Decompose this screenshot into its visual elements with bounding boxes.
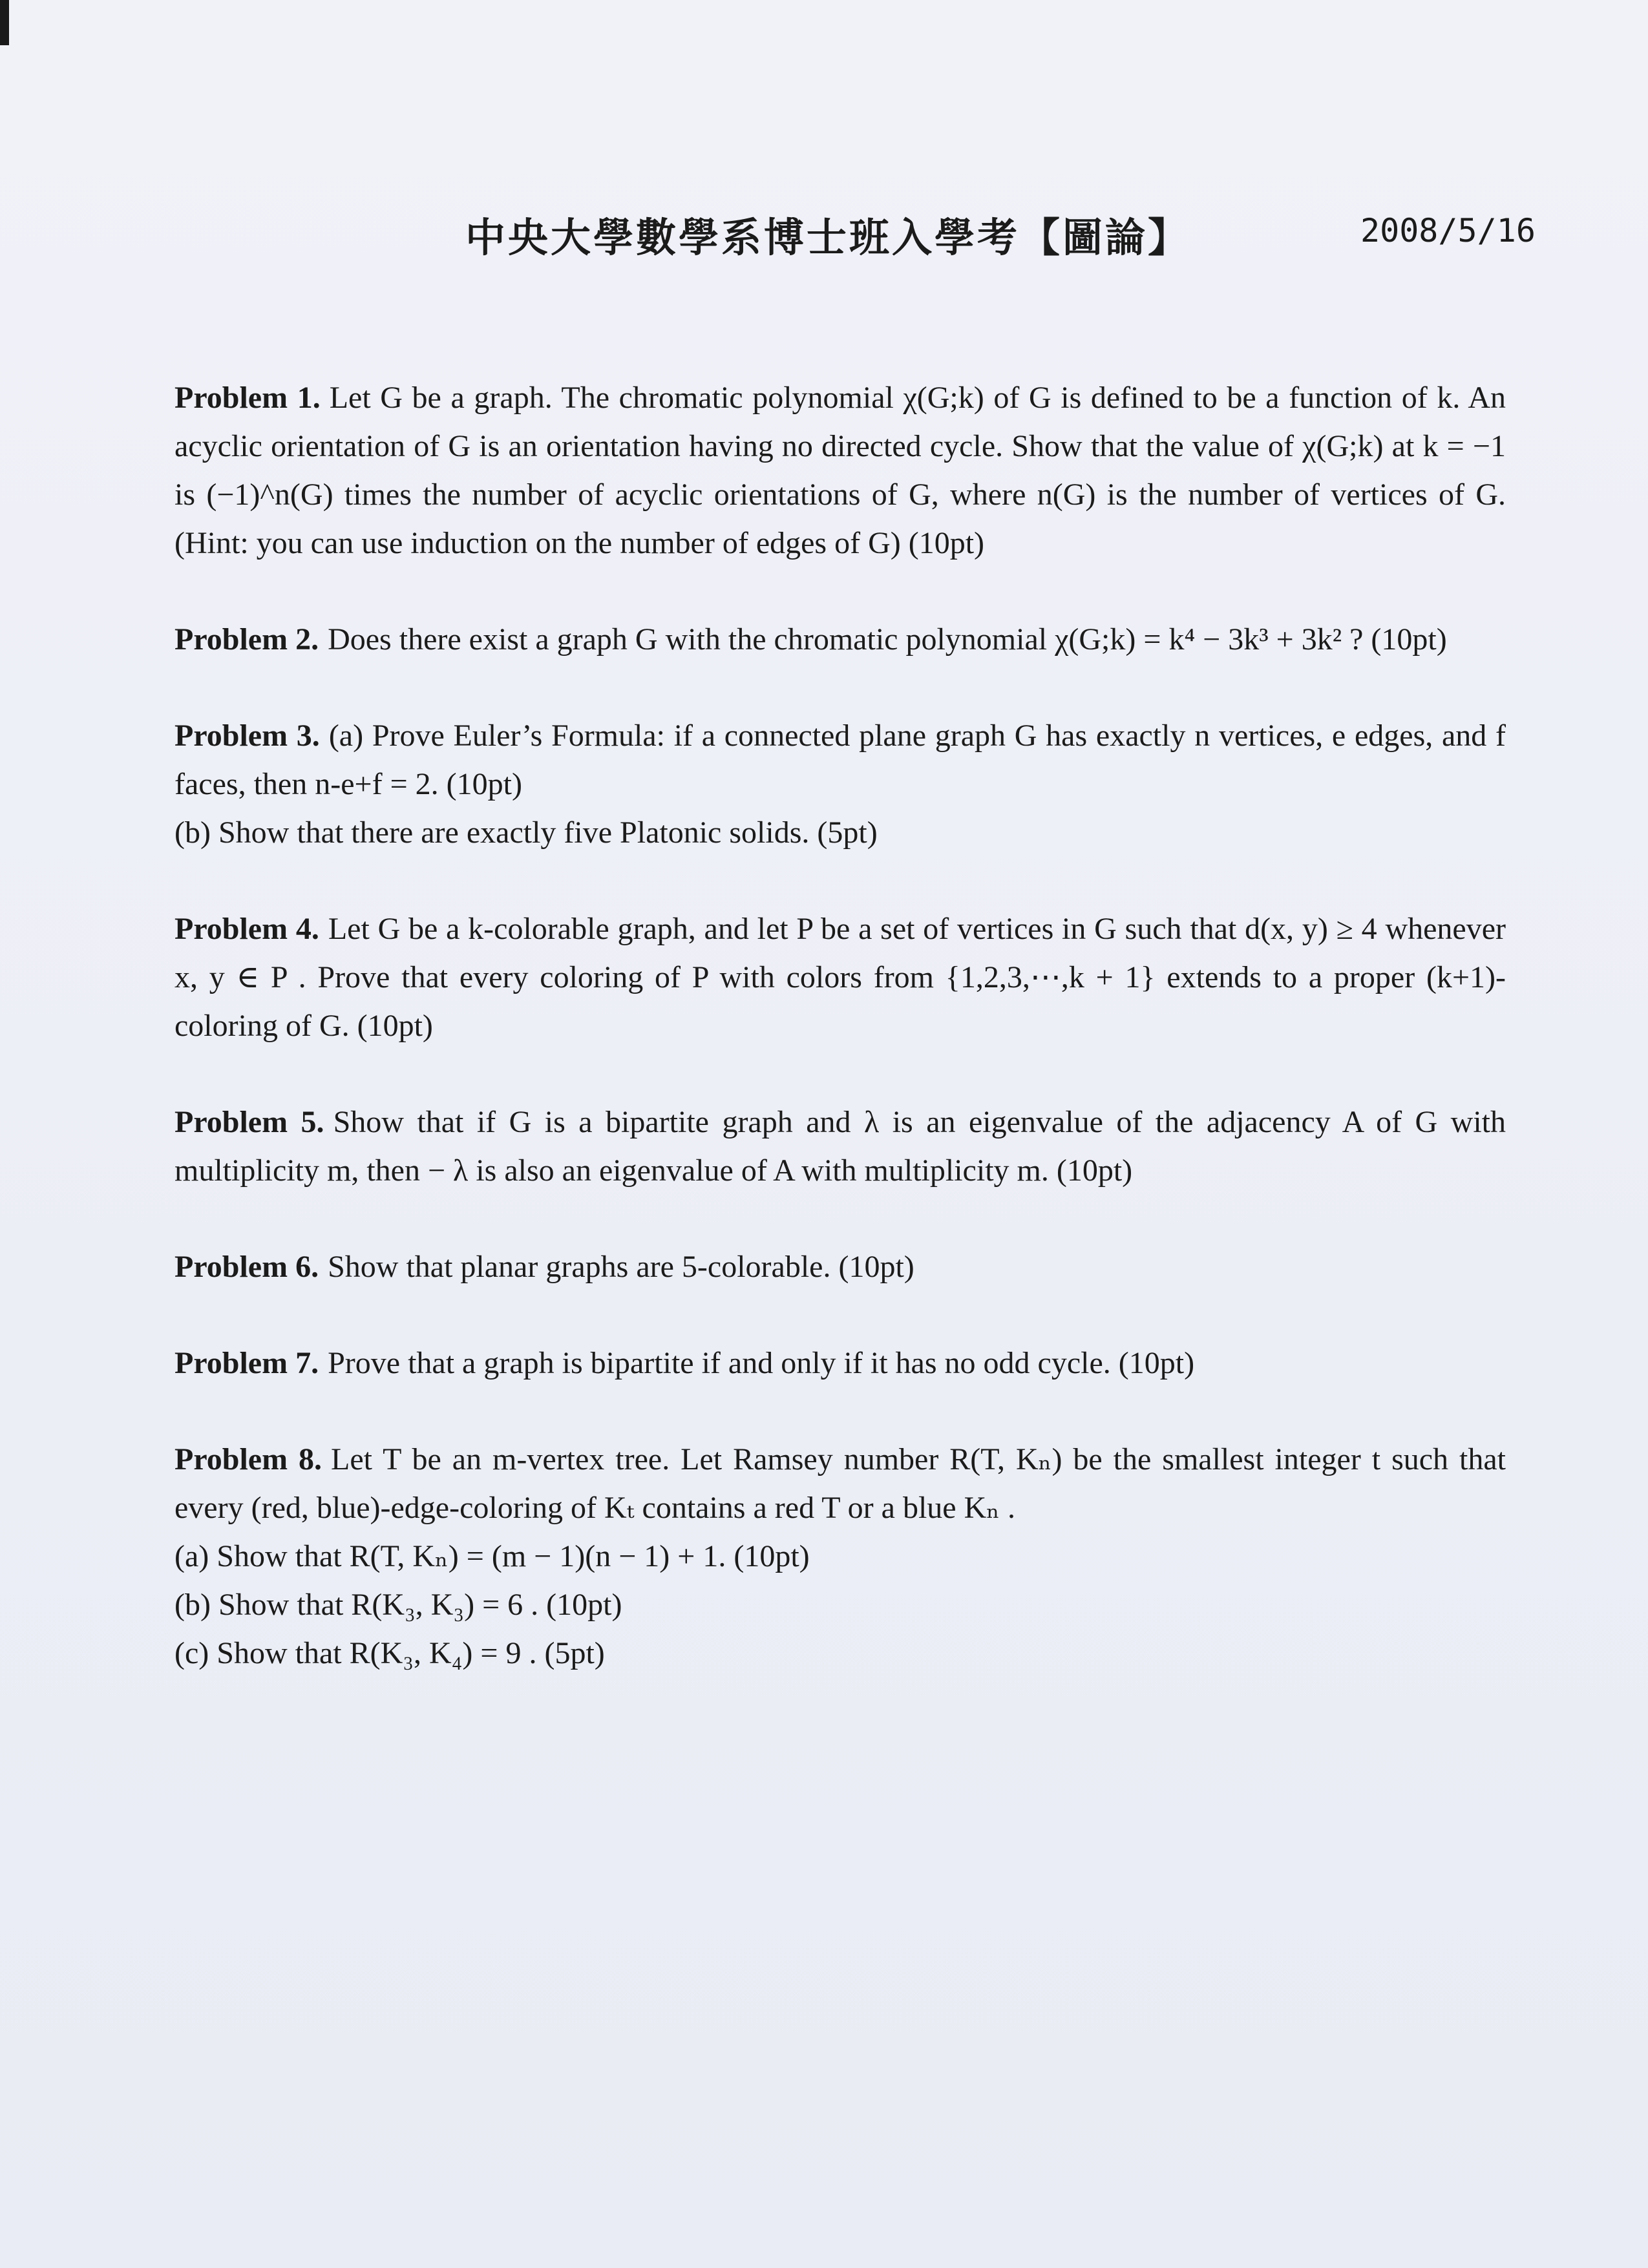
- problem-2: [174, 615, 1506, 664]
- problem-8: [174, 1435, 1506, 1677]
- problem-1: [174, 373, 1506, 567]
- problem-subpart: (b) Show that there are exactly five Platonic solids. (5pt): [174, 815, 878, 850]
- problem-subpart: (c) Show that R(K₃, K₄) = 9 . (5pt): [174, 1636, 605, 1670]
- problem-text: Let G be a graph. The chromatic polynomial χ(G;k) of G is defined to be a function of k. An acyclic orientation of G is an orientation having no directed cycle. Show that the value of χ(G;k) at k = −1 is (−1)^n(G) times the number of acyclic orientations of G, where n(G) is the number of vertices of G. (Hint: you can use induction on the number of edges of G) (10pt): [174, 381, 1506, 560]
- problem-label: Problem 7.: [174, 1346, 319, 1380]
- problem-list: [174, 373, 1506, 1677]
- problem-label: Problem 6.: [174, 1250, 319, 1284]
- problem-text: Does there exist a graph G with the chromatic polynomial χ(G;k) = k⁴ − 3k³ + 3k² ? (10pt): [328, 622, 1447, 656]
- problem-label: Problem 5.: [174, 1105, 324, 1139]
- problem-text: (a) Prove Euler’s Formula: if a connected plane graph G has exactly n vertices, e edges, and f faces, then n-e+f = 2. (10pt): [174, 719, 1506, 801]
- problem-label: Problem 2.: [174, 622, 319, 656]
- problem-label: Problem 8.: [174, 1442, 322, 1476]
- problem-7: [174, 1339, 1506, 1387]
- exam-title: 中央大學數學系博士班入學考【圖論】: [465, 214, 1191, 261]
- problem-4: [174, 905, 1506, 1050]
- problem-text: Prove that a graph is bipartite if and only if it has no odd cycle. (10pt): [328, 1346, 1195, 1380]
- scan-edge-mark: [0, 0, 9, 45]
- problem-subpart: (a) Show that R(T, Kₙ) = (m − 1)(n − 1) + 1. (10pt): [174, 1539, 810, 1573]
- problem-text: Show that planar graphs are 5-colorable. (10pt): [328, 1250, 914, 1284]
- problem-label: Problem 3.: [174, 719, 320, 753]
- problem-label: Problem 4.: [174, 912, 319, 946]
- problem-text: Let T be an m-vertex tree. Let Ramsey number R(T, Kₙ) be the smallest integer t such that every (red, blue)-edge-coloring of Kₜ contains a red T or a blue Kₙ .: [174, 1442, 1506, 1525]
- problem-text: Let G be a k-colorable graph, and let P be a set of vertices in G such that d(x, y) ≥ 4 whenever x, y ∈ P . Prove that every coloring of P with colors from {1,2,3,⋯,k + 1} extends to a proper (k+1)-coloring of G. (10pt): [174, 912, 1506, 1043]
- problem-label: Problem 1.: [174, 381, 321, 415]
- problem-5: [174, 1098, 1506, 1195]
- exam-date: 2008/5/16: [1360, 212, 1536, 249]
- problem-6: [174, 1243, 1506, 1291]
- problem-text: Show that if G is a bipartite graph and λ is an eigenvalue of the adjacency A of G with multiplicity m, then − λ is also an eigenvalue of A with multiplicity m. (10pt): [174, 1105, 1506, 1188]
- page-header: [0, 205, 1648, 264]
- problem-3: [174, 711, 1506, 857]
- problem-subpart: (b) Show that R(K₃, K₃) = 6 . (10pt): [174, 1588, 622, 1622]
